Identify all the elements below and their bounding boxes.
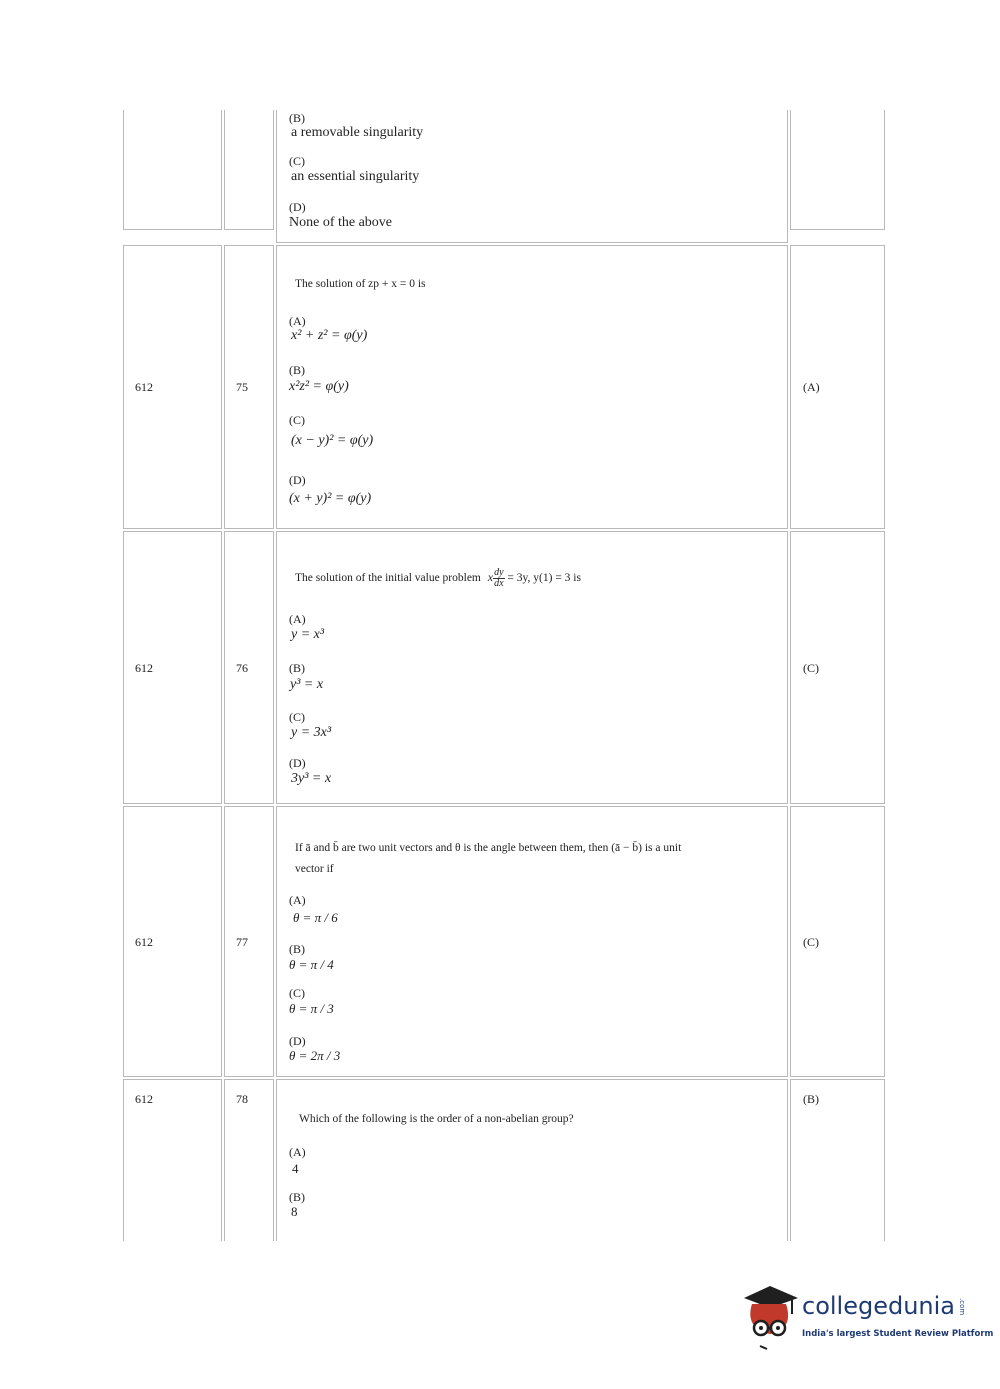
question-text: Which of the following is the order of a non-abelian group?: [299, 1113, 574, 1125]
question-text: If ā and b̄ are two unit vectors and θ is the angle between them, then (ā − b̄) is a unit: [295, 842, 682, 854]
question-number: 75: [236, 380, 248, 394]
option-label: (B): [289, 363, 305, 377]
row1-answer-cell: [790, 245, 885, 529]
derivative-fraction: [493, 568, 504, 589]
row3-paper-cell: [123, 806, 222, 1077]
brand-tagline: India's largest Student Review Platform: [802, 1329, 994, 1339]
option-label: (A): [289, 893, 306, 907]
option-label: (A): [289, 314, 306, 328]
mascot-icon: [740, 1282, 802, 1350]
row4-question-cell: [276, 1079, 788, 1241]
question-number: 77: [236, 935, 248, 949]
row0-paper-cell: [123, 110, 222, 230]
collegedunia-logo: [740, 1282, 994, 1350]
option-label: (D): [289, 200, 306, 214]
paper-code: 612: [135, 380, 153, 394]
option-value: x² + z² = φ(y): [291, 328, 368, 343]
option-value: None of the above: [289, 215, 393, 230]
brand-com: .com: [958, 1298, 966, 1316]
option-value: y = x³: [291, 627, 325, 642]
option-label: (A): [289, 612, 306, 626]
option-label: (C): [289, 986, 305, 1000]
option-label: (C): [289, 413, 305, 427]
row1-question-cell: [276, 245, 788, 529]
row2-answer-cell: [790, 531, 885, 804]
paper-code: 612: [135, 661, 153, 675]
option-label: (B): [289, 661, 305, 675]
option-value: y³ = x: [290, 677, 324, 692]
row4-paper-cell: [123, 1079, 222, 1241]
row3-question-cell: [276, 806, 788, 1077]
option-value: θ = π / 3: [289, 1001, 334, 1016]
option-label: (D): [289, 1034, 306, 1048]
row3-qno-cell: [224, 806, 274, 1077]
fraction-numerator: dy: [494, 567, 504, 578]
brand-name: collegedunia: [802, 1292, 956, 1320]
option-value: (x − y)² = φ(y): [291, 433, 374, 448]
answer-key: (C): [803, 661, 819, 675]
question-text-line2: vector if: [295, 863, 334, 875]
row0-qno-cell: [224, 110, 274, 230]
option-label: (A): [289, 1145, 306, 1159]
answer-key: (B): [803, 1092, 819, 1106]
option-label: (B): [289, 1190, 305, 1204]
answer-key: (A): [803, 380, 820, 394]
option-label: (C): [289, 154, 305, 168]
question-text: [295, 568, 581, 589]
option-value: a removable singularity: [291, 125, 424, 140]
option-label: (B): [289, 111, 305, 125]
row2-qno-cell: [224, 531, 274, 804]
option-value: (x + y)² = φ(y): [289, 491, 372, 506]
paper-code: 612: [135, 1092, 153, 1106]
question-number: 76: [236, 661, 248, 675]
question-var: x: [487, 570, 494, 585]
row0-question-cell: [276, 110, 788, 243]
option-value: x²z² = φ(y): [289, 379, 349, 394]
question-number: 78: [236, 1092, 248, 1106]
answer-key: (C): [803, 935, 819, 949]
option-label: (C): [289, 710, 305, 724]
option-value: θ = 2π / 3: [289, 1048, 341, 1063]
question-text-pre: The solution of the initial value problem: [295, 572, 481, 585]
option-value: θ = π / 6: [293, 910, 338, 925]
row0-answer-cell: [790, 110, 885, 230]
row3-answer-cell: [790, 806, 885, 1077]
row2-question-cell: [276, 531, 788, 804]
option-label: (B): [289, 942, 305, 956]
row2-paper-cell: [123, 531, 222, 804]
option-label: (D): [289, 756, 306, 770]
paper-code: 612: [135, 935, 153, 949]
option-value: y = 3x³: [291, 725, 332, 740]
row4-qno-cell: [224, 1079, 274, 1241]
option-value: 4: [292, 1161, 299, 1176]
option-value: an essential singularity: [291, 169, 420, 184]
option-value: θ = π / 4: [289, 957, 334, 972]
option-label: (D): [289, 473, 306, 487]
question-text: The solution of zp + x = 0 is: [295, 278, 426, 290]
question-text-post: = 3y, y(1) = 3 is: [507, 572, 581, 585]
row1-paper-cell: [123, 245, 222, 529]
row4-answer-cell: [790, 1079, 885, 1241]
fraction-denominator: dx: [494, 578, 504, 589]
option-value: 8: [291, 1204, 298, 1219]
row1-qno-cell: [224, 245, 274, 529]
option-value: 3y³ = x: [291, 771, 332, 786]
